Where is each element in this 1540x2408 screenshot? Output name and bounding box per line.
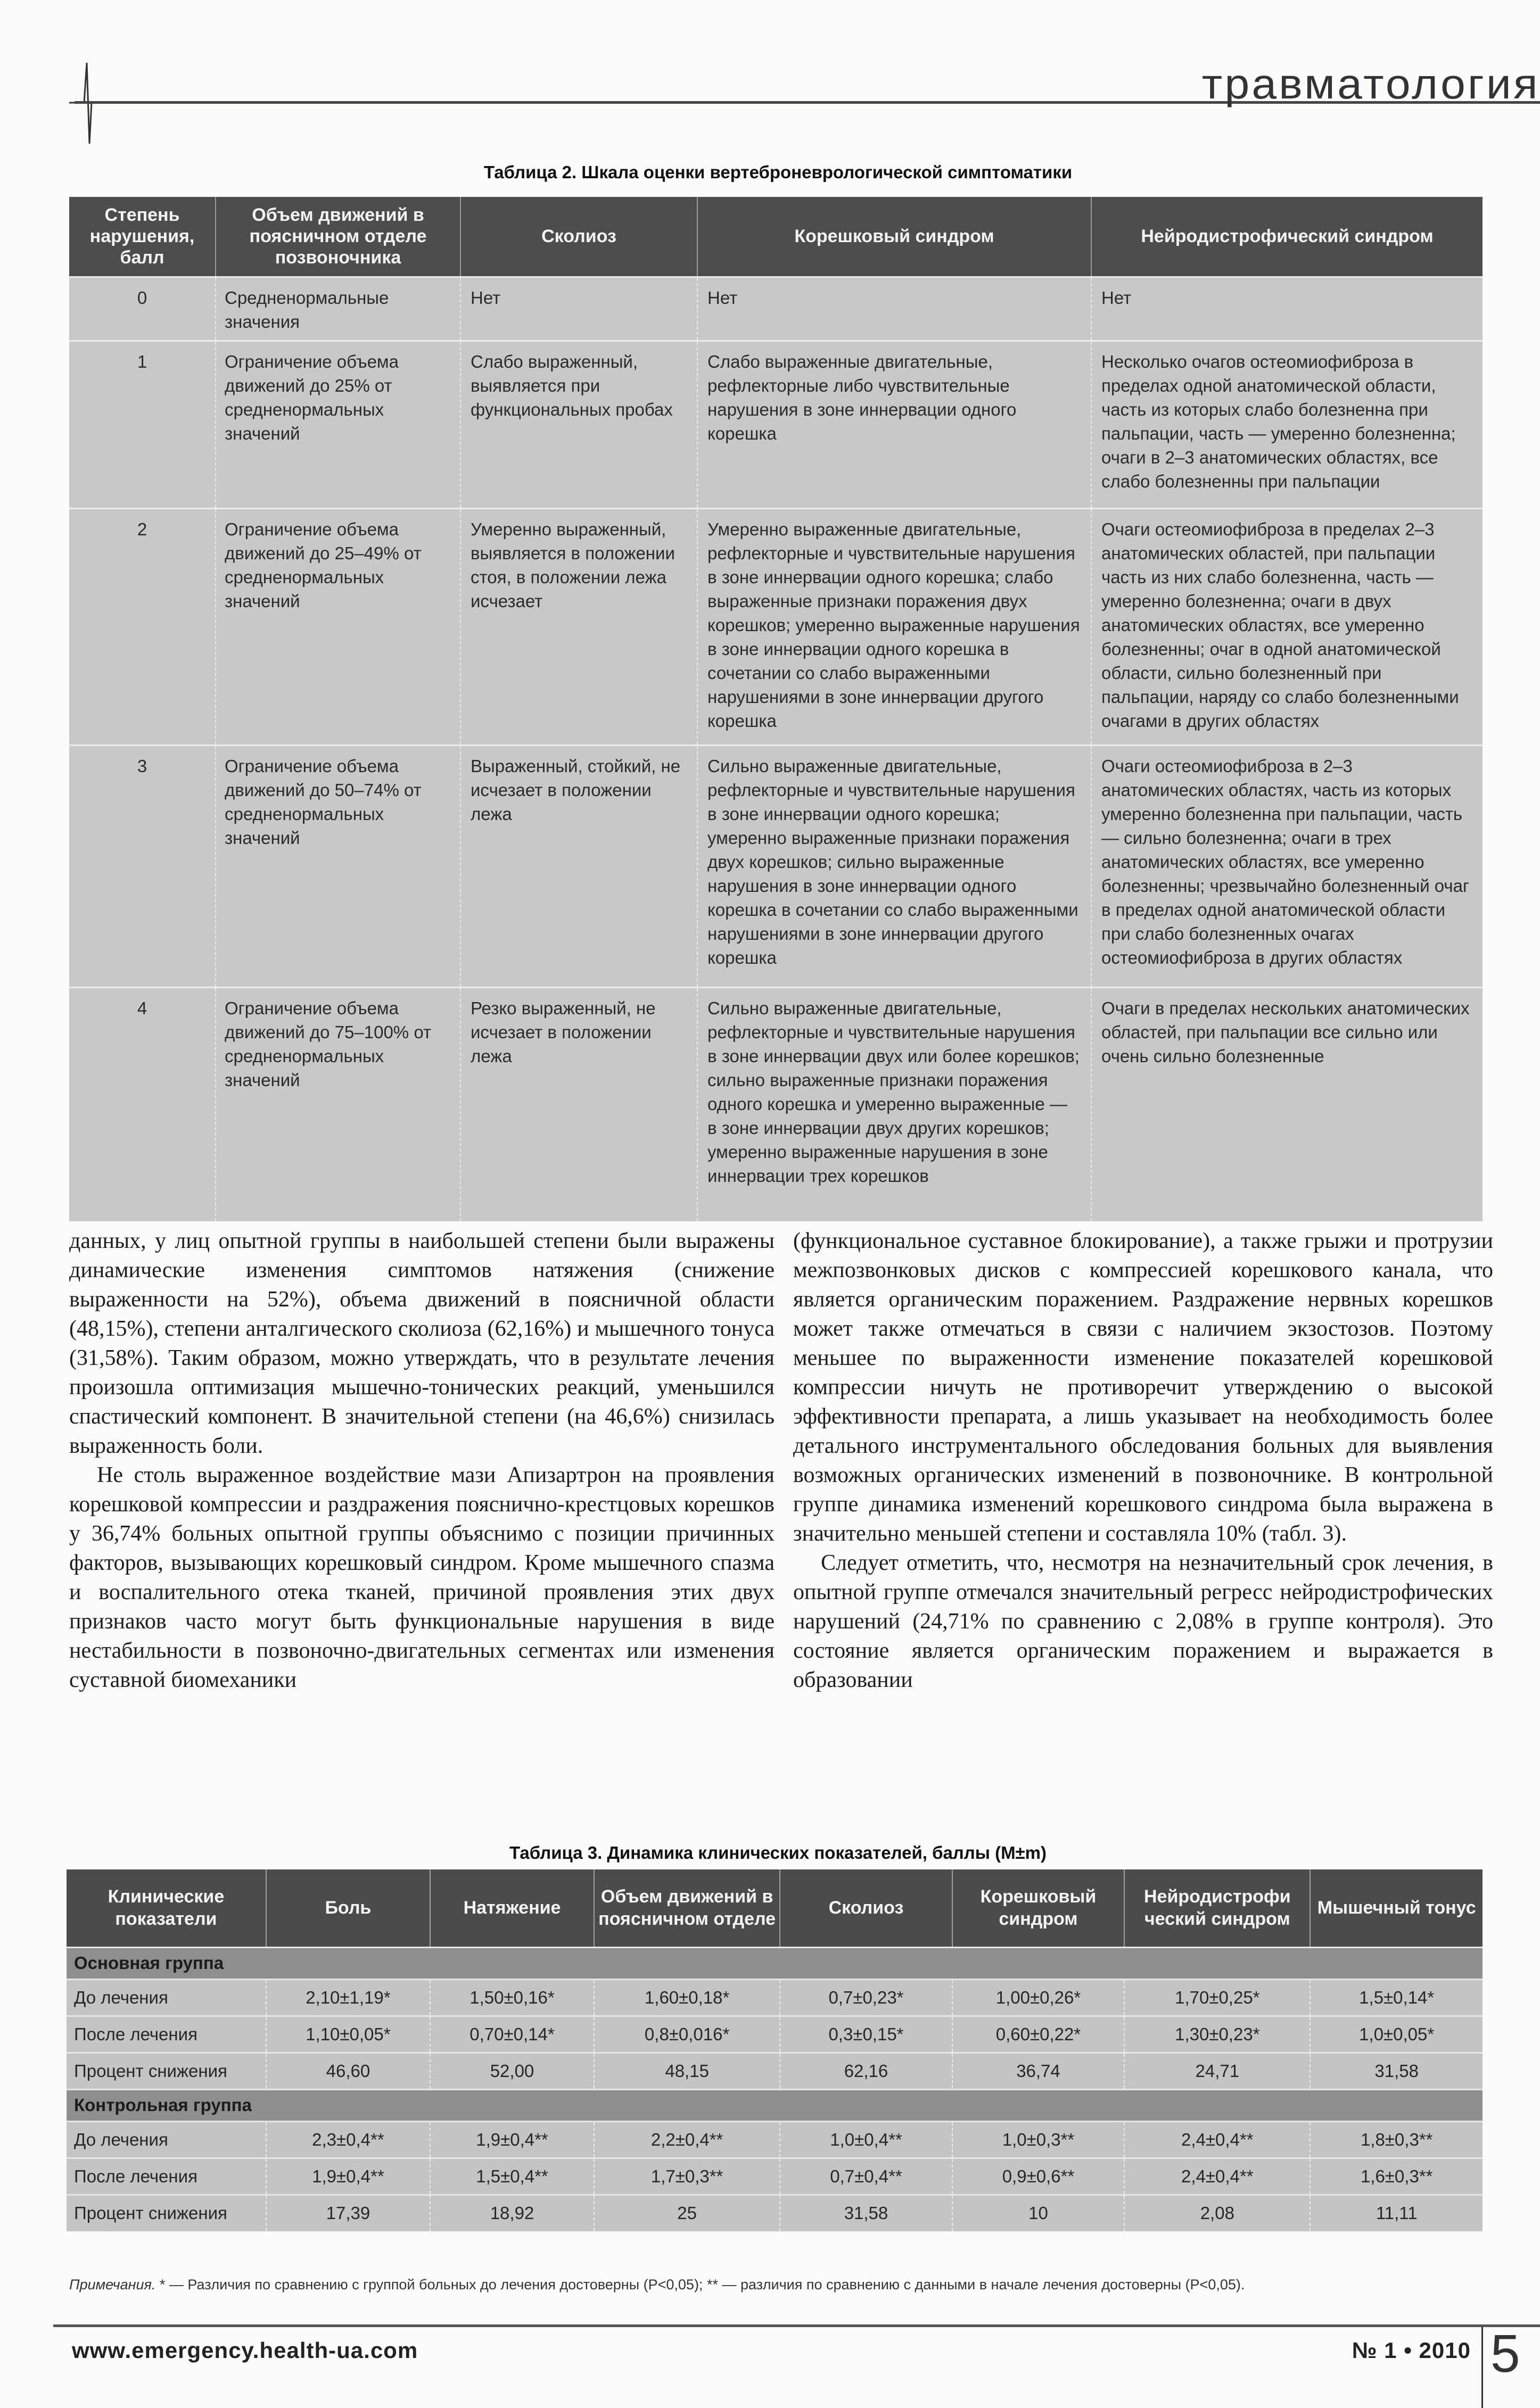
value-cell: 46,60 bbox=[266, 2053, 430, 2089]
value-cell: 0,7±0,4** bbox=[780, 2158, 952, 2195]
value-cell: 2,10±1,19* bbox=[266, 1979, 430, 2016]
value-cell: 1,0±0,05* bbox=[1310, 2016, 1483, 2053]
col-header-scoliosis: Сколиоз bbox=[460, 197, 697, 277]
col-header-radicular: Корешковый синдром bbox=[952, 1869, 1125, 1947]
cell-neurodystrophic: Очаги в пределах нескольких анатомических областей, при пальпации все сильно или очень сильно болезненные bbox=[1091, 987, 1483, 1221]
value-cell: 18,92 bbox=[430, 2195, 594, 2231]
value-cell: 1,6±0,3** bbox=[1310, 2158, 1483, 2195]
article-column-left bbox=[69, 1227, 775, 1695]
table-row bbox=[67, 2016, 1483, 2053]
value-cell: 0,7±0,23* bbox=[780, 1979, 952, 2016]
value-cell: 2,3±0,4** bbox=[266, 2121, 430, 2158]
cell-neurodystrophic: Очаги остеомиофиброза в пределах 2–3 анатомических областей, при пальпации часть из них слабо болезненна, часть — умеренно болезненна; очаги в двух анатомических областях, все умеренно болезненны; очаг в одной анатомической области, сильно болезненный при пальпации, наряду со слабо болезненными очагами в других областях bbox=[1091, 508, 1483, 745]
value-cell: 2,4±0,4** bbox=[1124, 2158, 1310, 2195]
paragraph: Следует отметить, что, несмотря на незначительный срок лечения, в опытной группе отмечался значительный регресс нейродистрофических нарушений (24,71% по сравнению с 2,08% в группе контроля). Это состояние является органическим поражением и выражается в образовании bbox=[793, 1551, 1493, 1692]
value-cell: 62,16 bbox=[780, 2053, 952, 2089]
table-row bbox=[67, 2053, 1483, 2089]
paragraph: данных, у лиц опытной группы в наибольшей степени были выражены динамические изменения симптомов натяжения (снижение выраженности на 52%), объема движений в поясничной области (48,15%), степени анталгического сколиоза (62,16%) и мышечного тонуса (31,58%). Таким образом, можно утверждать, что в результате лечения произошла оптимизация мышечно-тонических реакций, уменьшился спастический компонент. В значительной степени (на 46,6%) снизилась выраженность боли. bbox=[69, 1229, 775, 1458]
value-cell: 2,2±0,4** bbox=[594, 2121, 780, 2158]
table3-header-row bbox=[67, 1869, 1483, 1947]
cell-radicular: Умеренно выраженные двигательные, рефлекторные и чувствительные нарушения в зоне иннервации одного корешка; слабо выраженные признаки поражения двух корешков; умеренно выраженные нарушения в зоне иннервации одного корешка в сочетании со слабо выраженными нарушениями в зоне иннервации другого корешка bbox=[697, 508, 1091, 745]
value-cell: 1,00±0,26* bbox=[952, 1979, 1125, 2016]
value-cell: 1,9±0,4** bbox=[430, 2121, 594, 2158]
page-number: 5 bbox=[1490, 2324, 1520, 2384]
col-header-muscle-tone: Мышечный тонус bbox=[1310, 1869, 1483, 1947]
cell-grade: 3 bbox=[69, 745, 216, 987]
col-header-motion: Объем движений в поясничном отделе bbox=[594, 1869, 780, 1947]
table3-caption: Таблица 3. Динамика клинических показателей, баллы (M±m) bbox=[509, 1843, 1047, 1863]
value-cell: 11,11 bbox=[1310, 2195, 1483, 2231]
value-cell: 1,70±0,25* bbox=[1124, 1979, 1310, 2016]
table-row bbox=[69, 987, 1483, 1221]
value-cell: 1,50±0,16* bbox=[430, 1979, 594, 2016]
table2-header-row bbox=[69, 197, 1483, 277]
cell-motion: Ограничение объема движений до 25% от средненормальных значений bbox=[216, 341, 460, 508]
col-header-pain: Боль bbox=[266, 1869, 430, 1947]
table-row bbox=[67, 1979, 1483, 2016]
cell-scoliosis: Выраженный, стойкий, не исчезает в положении лежа bbox=[460, 745, 697, 987]
cell-radicular: Слабо выраженные двигательные, рефлекторные либо чувствительные нарушения в зоне иннервации одного корешка bbox=[697, 341, 1091, 508]
value-cell: 0,3±0,15* bbox=[780, 2016, 952, 2053]
paragraph: Не столь выраженное воздействие мази Апизартрон на проявления корешковой компрессии и раздражения пояснично-крестцовых корешков у 36,74% больных опытной группы объяснимо с позиции причинных факторов, вызывающих корешковый синдром. Кроме мышечного спазма и воспалительного отека тканей, причиной проявления этих двух признаков часто могут быть функциональные нарушения в виде нестабильности в позвоночно-двигательных сегментах или изменения суставной биомеханики bbox=[69, 1463, 775, 1692]
cell-neurodystrophic: Очаги остеомиофиброза в 2–3 анатомических областях, часть из которых умеренно болезненна при пальпации, часть — сильно болезненна; очаги в трех анатомических областях, все умеренно болезненны; чрезвычайно болезненный очаг в пределах одной анатомической области при слабо болезненных очагах остеомиофиброза в других областях bbox=[1091, 745, 1483, 987]
issue-number: № 1 • 2010 bbox=[1352, 2338, 1471, 2363]
value-cell: 2,08 bbox=[1124, 2195, 1310, 2231]
table-row bbox=[69, 508, 1483, 745]
col-header-tension: Натяжение bbox=[430, 1869, 594, 1947]
ecg-pulse-icon bbox=[69, 61, 112, 157]
value-cell: 1,30±0,23* bbox=[1124, 2016, 1310, 2053]
row-label: После лечения bbox=[67, 2016, 266, 2053]
cell-radicular: Нет bbox=[697, 277, 1091, 341]
table3-notes bbox=[69, 2277, 1506, 2293]
value-cell: 31,58 bbox=[1310, 2053, 1483, 2089]
table-row bbox=[67, 2121, 1483, 2158]
row-label: Процент снижения bbox=[67, 2053, 266, 2089]
value-cell: 1,60±0,18* bbox=[594, 1979, 780, 2016]
cell-neurodystrophic: Нет bbox=[1091, 277, 1483, 341]
value-cell: 48,15 bbox=[594, 2053, 780, 2089]
row-label: До лечения bbox=[67, 1979, 266, 2016]
site-url-link[interactable]: www.emergency.health-ua.com bbox=[72, 2338, 418, 2363]
col-header-neurodystrophic: Нейродистрофический синдром bbox=[1091, 197, 1483, 277]
group-label: Контрольная группа bbox=[67, 2089, 1483, 2121]
cell-scoliosis: Нет bbox=[460, 277, 697, 341]
table-row bbox=[69, 745, 1483, 987]
table-row bbox=[69, 277, 1483, 341]
row-label: Процент снижения bbox=[67, 2195, 266, 2231]
value-cell: 0,9±0,6** bbox=[952, 2158, 1125, 2195]
col-header-motion: Объем движений в поясничном отделе позвоночника bbox=[216, 197, 460, 277]
value-cell: 17,39 bbox=[266, 2195, 430, 2231]
group-row bbox=[67, 1947, 1483, 1979]
value-cell: 2,4±0,4** bbox=[1124, 2121, 1310, 2158]
vertebroneurological-scale-table bbox=[69, 197, 1483, 1221]
paragraph: (функциональное суставное блокирование), а также грыжи и протрузии межпозвонковых дисков с компрессией корешкового канала, что является органическим поражением. Раздражение нервных корешков может также отмечаться в связи с наличием экзостозов. Поэтому меньшее по выраженности изменение показателей корешковой компрессии ничуть не противоречит утверждению о высокой эффективности препарата, а лишь указывает на необходимость более детального инструментального обследования больных для выявления возможных органических изменений в позвоночнике. В контрольной группе динамика изменений корешкового синдрома была выражена в значительно меньшей степени и составляла 10% (табл. 3). bbox=[793, 1229, 1493, 1546]
group-row bbox=[67, 2089, 1483, 2121]
value-cell: 1,5±0,14* bbox=[1310, 1979, 1483, 2016]
value-cell: 1,8±0,3** bbox=[1310, 2121, 1483, 2158]
col-header-scoliosis: Сколиоз bbox=[780, 1869, 952, 1947]
col-header-radicular: Корешковый синдром bbox=[697, 197, 1091, 277]
value-cell: 0,60±0,22* bbox=[952, 2016, 1125, 2053]
cell-motion: Ограничение объема движений до 50–74% от средненормальных значений bbox=[216, 745, 460, 987]
table-row bbox=[69, 341, 1483, 508]
table2-caption: Таблица 2. Шкала оценки вертеброневрологической симптоматики bbox=[483, 162, 1073, 182]
cell-grade: 0 bbox=[69, 277, 216, 341]
footer-divider bbox=[1481, 2327, 1483, 2408]
article-column-right bbox=[793, 1227, 1493, 1695]
value-cell: 1,7±0,3** bbox=[594, 2158, 780, 2195]
cell-radicular: Сильно выраженные двигательные, рефлекторные и чувствительные нарушения в зоне иннервации двух или более корешков; сильно выраженные признаки поражения одного корешка и умеренно выраженные — в зоне иннервации двух других корешков; умеренно выраженные нарушения в зоне иннервации трех корешков bbox=[697, 987, 1091, 1221]
cell-neurodystrophic: Несколько очагов остеомиофиброза в пределах одной анатомической области, часть из которых слабо болезненна при пальпации, часть — умеренно болезненна; очаги в 2–3 анатомических областях, все слабо болезненны при пальпации bbox=[1091, 341, 1483, 508]
col-header-neurodystrophic: Нейродистрофи ческий синдром bbox=[1124, 1869, 1310, 1947]
col-header-indicators: Клинические показатели bbox=[67, 1869, 266, 1947]
value-cell: 1,0±0,3** bbox=[952, 2121, 1125, 2158]
cell-radicular: Сильно выраженные двигательные, рефлекторные и чувствительные нарушения в зоне иннервации одного корешка; умеренно выраженные признаки поражения двух корешков; сильно выраженные нарушения в зоне иннервации одного корешка в сочетании со слабо выраженными нарушениями в зоне иннервации другого корешка bbox=[697, 745, 1091, 987]
footer-rule bbox=[53, 2324, 1540, 2327]
value-cell: 0,70±0,14* bbox=[430, 2016, 594, 2053]
cell-grade: 1 bbox=[69, 341, 216, 508]
value-cell: 52,00 bbox=[430, 2053, 594, 2089]
value-cell: 36,74 bbox=[952, 2053, 1125, 2089]
section-title: травматология bbox=[1202, 60, 1540, 107]
cell-grade: 2 bbox=[69, 508, 216, 745]
cell-motion: Средненормальные значения bbox=[216, 277, 460, 341]
value-cell: 25 bbox=[594, 2195, 780, 2231]
table3-body bbox=[67, 1947, 1483, 2231]
row-label: После лечения bbox=[67, 2158, 266, 2195]
value-cell: 10 bbox=[952, 2195, 1125, 2231]
cell-scoliosis: Умеренно выраженный, выявляется в положении стоя, в положении лежа исчезает bbox=[460, 508, 697, 745]
cell-scoliosis: Слабо выраженный, выявляется при функциональных пробах bbox=[460, 341, 697, 508]
table-row bbox=[67, 2158, 1483, 2195]
table-row bbox=[67, 2195, 1483, 2231]
value-cell: 1,9±0,4** bbox=[266, 2158, 430, 2195]
value-cell: 0,8±0,016* bbox=[594, 2016, 780, 2053]
notes-text: * — Различия по сравнению с группой больных до лечения достоверны (P<0,05); ** — различия по сравнению с данными в начале лечения достоверны (P<0,05). bbox=[155, 2277, 1245, 2293]
value-cell: 31,58 bbox=[780, 2195, 952, 2231]
row-label: До лечения bbox=[67, 2121, 266, 2158]
value-cell: 1,10±0,05* bbox=[266, 2016, 430, 2053]
cell-scoliosis: Резко выраженный, не исчезает в положении лежа bbox=[460, 987, 697, 1221]
col-header-grade: Степень нарушения, балл bbox=[69, 197, 216, 277]
cell-grade: 4 bbox=[69, 987, 216, 1221]
notes-lead: Примечания. bbox=[69, 2277, 156, 2293]
cell-motion: Ограничение объема движений до 75–100% от средненормальных значений bbox=[216, 987, 460, 1221]
clinical-dynamics-table bbox=[67, 1869, 1483, 2231]
value-cell: 1,5±0,4** bbox=[430, 2158, 594, 2195]
value-cell: 1,0±0,4** bbox=[780, 2121, 952, 2158]
value-cell: 24,71 bbox=[1124, 2053, 1310, 2089]
cell-motion: Ограничение объема движений до 25–49% от средненормальных значений bbox=[216, 508, 460, 745]
group-label: Основная группа bbox=[67, 1947, 1483, 1979]
